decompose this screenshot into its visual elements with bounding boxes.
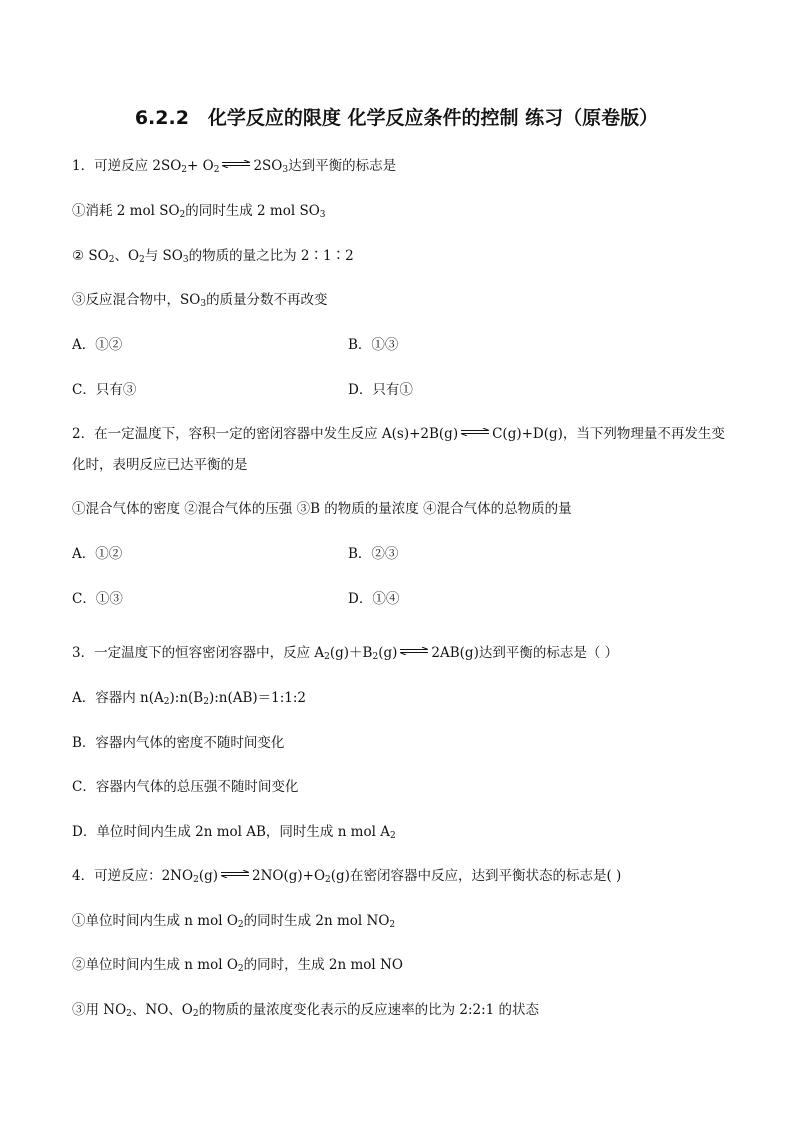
question-4-item-2: ②单位时间内生成 n mol $O_2$的同时，生成 2n mol NO	[72, 957, 403, 974]
question-3-option-b[interactable]: B．容器内气体的密度不随时间变化	[72, 735, 285, 751]
question-1-option-c[interactable]: C．只有③	[72, 382, 137, 398]
question-2-items: ①混合气体的密度 ②混合气体的压强 ③B 的物质的量浓度 ④混合气体的总物质的量	[72, 501, 572, 517]
question-2-option-a[interactable]: A．①②	[72, 546, 123, 562]
question-1-item-2: ② $SO_2$、$O_2$与 $SO_3$的物质的量之比为 2∶1∶2	[72, 248, 354, 265]
question-1-item-3: ③反应混合物中，$SO_3$的质量分数不再改变	[72, 292, 328, 309]
equilibrium-arrow-icon	[399, 647, 429, 655]
question-3-option-d[interactable]: D．单位时间内生成 2n mol AB，同时生成 n mol $A_2$	[72, 824, 396, 841]
question-2-option-c[interactable]: C．①③	[72, 591, 123, 607]
question-2-stem-line-2: 化时，表明反应已达平衡的是	[72, 457, 248, 473]
question-3-option-c[interactable]: C．容器内气体的总压强不随时间变化	[72, 779, 299, 795]
equilibrium-arrow-icon	[220, 870, 250, 878]
question-2-stem-line-1: 2．在一定温度下，容积一定的密闭容器中发生反应 A(s)+2B(g) C(g)+D(g)，当下列物理量不再发生变	[72, 426, 725, 442]
equilibrium-arrow-icon	[221, 160, 251, 168]
question-2-option-d[interactable]: D．①④	[348, 591, 400, 607]
question-2-option-b[interactable]: B．②③	[348, 546, 399, 562]
question-1-item-1: ①消耗 2 mol $SO_2$的同时生成 2 mol $SO_3$	[72, 203, 326, 220]
question-1-option-a[interactable]: A．①②	[72, 337, 123, 353]
equilibrium-arrow-icon	[460, 428, 490, 436]
page-title: 6.2.2 化学反应的限度 化学反应条件的控制 练习（原卷版）	[134, 107, 659, 129]
question-4-stem: 4．可逆反应：$2NO_2(g)$ $2NO(g)+O_2(g)$在密闭容器中反应，达到平衡状态的标志是( )	[72, 868, 622, 885]
question-1-option-d[interactable]: D．只有①	[348, 382, 413, 398]
question-4-item-3: ③用 $NO_2$、NO、$O_2$的物质的量浓度变化表示的反应速率的比为 2:2:1 的状态	[72, 1002, 540, 1019]
question-3-option-a[interactable]: A．容器内 $n(A_2):n(B_2):n(AB)=1:1:2$	[72, 690, 307, 707]
question-1-stem: 1．可逆反应 $2SO_2+ O_2$ $2SO_3$达到平衡的标志是	[72, 158, 397, 175]
question-4-item-1: ①单位时间内生成 n mol $O_2$的同时生成 2n mol $NO_2$	[72, 913, 396, 930]
question-3-stem: 3．一定温度下的恒容密闭容器中，反应 $A_2(g)+B_2(g)$ 2AB(g)达到平衡的标志是（ ）	[72, 645, 619, 662]
question-1-option-b[interactable]: B．①③	[348, 337, 399, 353]
